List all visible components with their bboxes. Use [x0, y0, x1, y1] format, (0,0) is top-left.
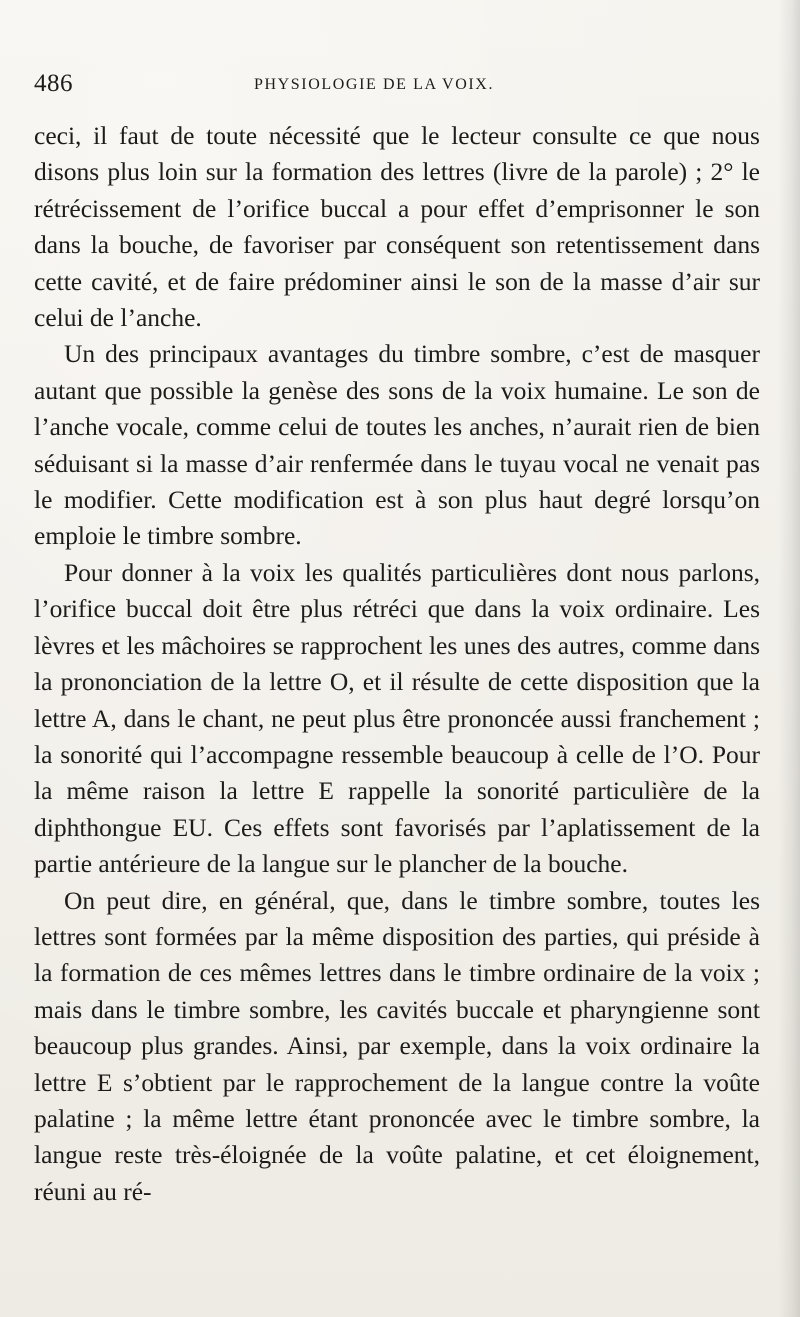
page-edge-shadow: [778, 0, 800, 1317]
paragraph: On peut dire, en général, que, dans le timbre sombre, toutes les lettres sont formées par la même disposition des parties, qui préside à la formation de ces mêmes lettres dans le timbre ordinaire de la voix ; mais dans le timbre sombre, les cavités buccale et pharyngienne sont beaucoup plus grandes. Ainsi, par exemple, dans la voix ordinaire la lettre E s’obtient par le rapprochement de la langue contre la voûte palatine ; la même lettre étant prononcée avec le timbre sombre, la langue reste très-éloignée de la voûte palatine, et cet éloignement, réuni au ré-: [34, 885, 760, 1206]
page-number: 486: [34, 70, 73, 97]
running-title: PHYSIOLOGIE DE LA VOIX.: [254, 76, 495, 93]
paragraph: Pour donner à la voix les qualités particulières dont nous parlons, l’orifice buccal doit être plus rétréci que dans la voix ordinaire. Les lèvres et les mâchoires se rapprochent les unes des autres, comme dans la prononciation de la lettre O, et il résulte de cette disposition que la lettre A, dans le chant, ne peut plus être prononcée aussi franchement ; la sonorité qui l’accompagne ressemble beaucoup à celle de l’O. Pour la même raison la lettre E rappelle la sonorité particulière de la diphthongue EU. Ces effets sont favorisés par l’aplatissement de la partie antérieure de la langue sur le plancher de la bouche.: [34, 557, 760, 879]
paragraph: Un des principaux avantages du timbre sombre, c’est de masquer autant que possible la genèse des sons de la voix humaine. Le son de l’anche vocale, comme celui de toutes les anches, n’aurait rien de bien séduisant si la masse d’air renfermée dans le tuyau vocal ne venait pas le modifier. Cette modification est à son plus haut degré lorsqu’on emploie le timbre sombre.: [34, 339, 760, 551]
paragraph: ceci, il faut de toute nécessité que le lecteur consulte ce que nous disons plus loin sur la formation des lettres (livre de la parole) ; 2° le rétrécissement de l’orifice buccal a pour effet d’emprisonner le son dans la bouche, de favoriser par conséquent son retentissement dans cette cavité, et de faire prédominer ainsi le son de la masse d’air sur celui de l’anche.: [34, 121, 760, 333]
body-text: [34, 118, 760, 1210]
running-head: [34, 70, 764, 104]
